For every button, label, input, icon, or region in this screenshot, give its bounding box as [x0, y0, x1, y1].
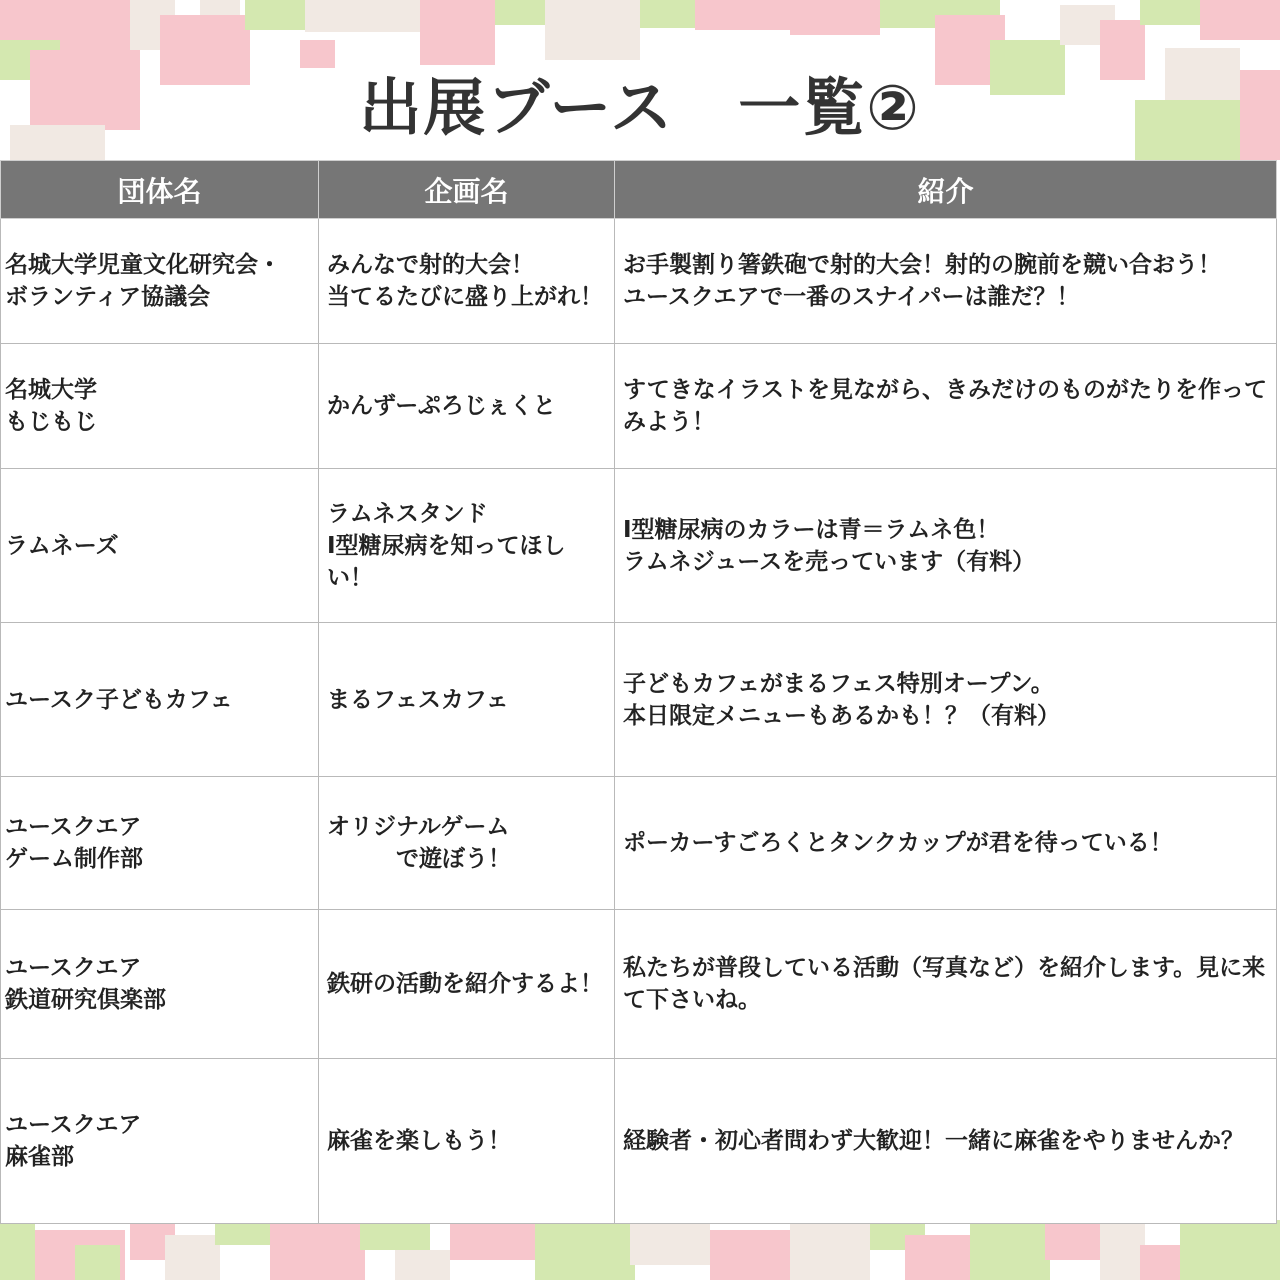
- table-row: [1, 469, 1277, 623]
- event-name-cell: かんずーぷろじぇくと: [319, 344, 615, 469]
- decorative-squares-bottom: [0, 1220, 1280, 1280]
- column-header-description: 紹介: [615, 161, 1277, 219]
- table-row: [1, 344, 1277, 469]
- table-row: [1, 777, 1277, 910]
- event-name-cell: みんなで射的大会！ 当てるたびに盛り上がれ！: [319, 219, 615, 344]
- description-cell: お手製割り箸鉄砲で射的大会！射的の腕前を競い合おう！ ユースクエアで一番のスナイパーは誰だ？！: [615, 219, 1277, 344]
- event-name-cell: まるフェスカフェ: [319, 623, 615, 777]
- group-name-cell: 名城大学 もじもじ: [1, 344, 319, 469]
- booth-table: [0, 160, 1277, 1224]
- group-name-cell: ユースクエア 麻雀部: [1, 1059, 319, 1224]
- description-cell: ポーカーすごろくとタンクカップが君を待っている！: [615, 777, 1277, 910]
- table-row: [1, 910, 1277, 1059]
- description-cell: Ⅰ型糖尿病のカラーは青＝ラムネ色！ ラムネジュースを売っています（有料）: [615, 469, 1277, 623]
- table-row: [1, 219, 1277, 344]
- event-name-cell: ラムネスタンド Ⅰ型糖尿病を知ってほしい！: [319, 469, 615, 623]
- page-title: 出展ブース 一覧②: [359, 71, 921, 144]
- column-header-group-name: 団体名: [1, 161, 319, 219]
- description-cell: 私たちが普段している活動（写真など）を紹介します。見に来て下さいね。: [615, 910, 1277, 1059]
- group-name-cell: ユースク子どもカフェ: [1, 623, 319, 777]
- event-name-cell: 鉄研の活動を紹介するよ！: [319, 910, 615, 1059]
- group-name-cell: ユースクエア ゲーム制作部: [1, 777, 319, 910]
- event-name-cell: オリジナルゲーム で遊ぼう！: [319, 777, 615, 910]
- column-header-event-name: 企画名: [319, 161, 615, 219]
- group-name-cell: 名城大学児童文化研究会・ ボランティア協議会: [1, 219, 319, 344]
- description-cell: 子どもカフェがまるフェス特別オープン。 本日限定メニューもあるかも！？（有料）: [615, 623, 1277, 777]
- table-header-row: [1, 161, 1277, 219]
- description-cell: すてきなイラストを見ながら、きみだけのものがたりを作ってみよう！: [615, 344, 1277, 469]
- group-name-cell: ラムネーズ: [1, 469, 319, 623]
- event-name-cell: 麻雀を楽しもう！: [319, 1059, 615, 1224]
- description-cell: 経験者・初心者問わず大歓迎！一緒に麻雀をやりませんか？: [615, 1059, 1277, 1224]
- table-row: [1, 623, 1277, 777]
- table-row: [1, 1059, 1277, 1224]
- group-name-cell: ユースクエア 鉄道研究倶楽部: [1, 910, 319, 1059]
